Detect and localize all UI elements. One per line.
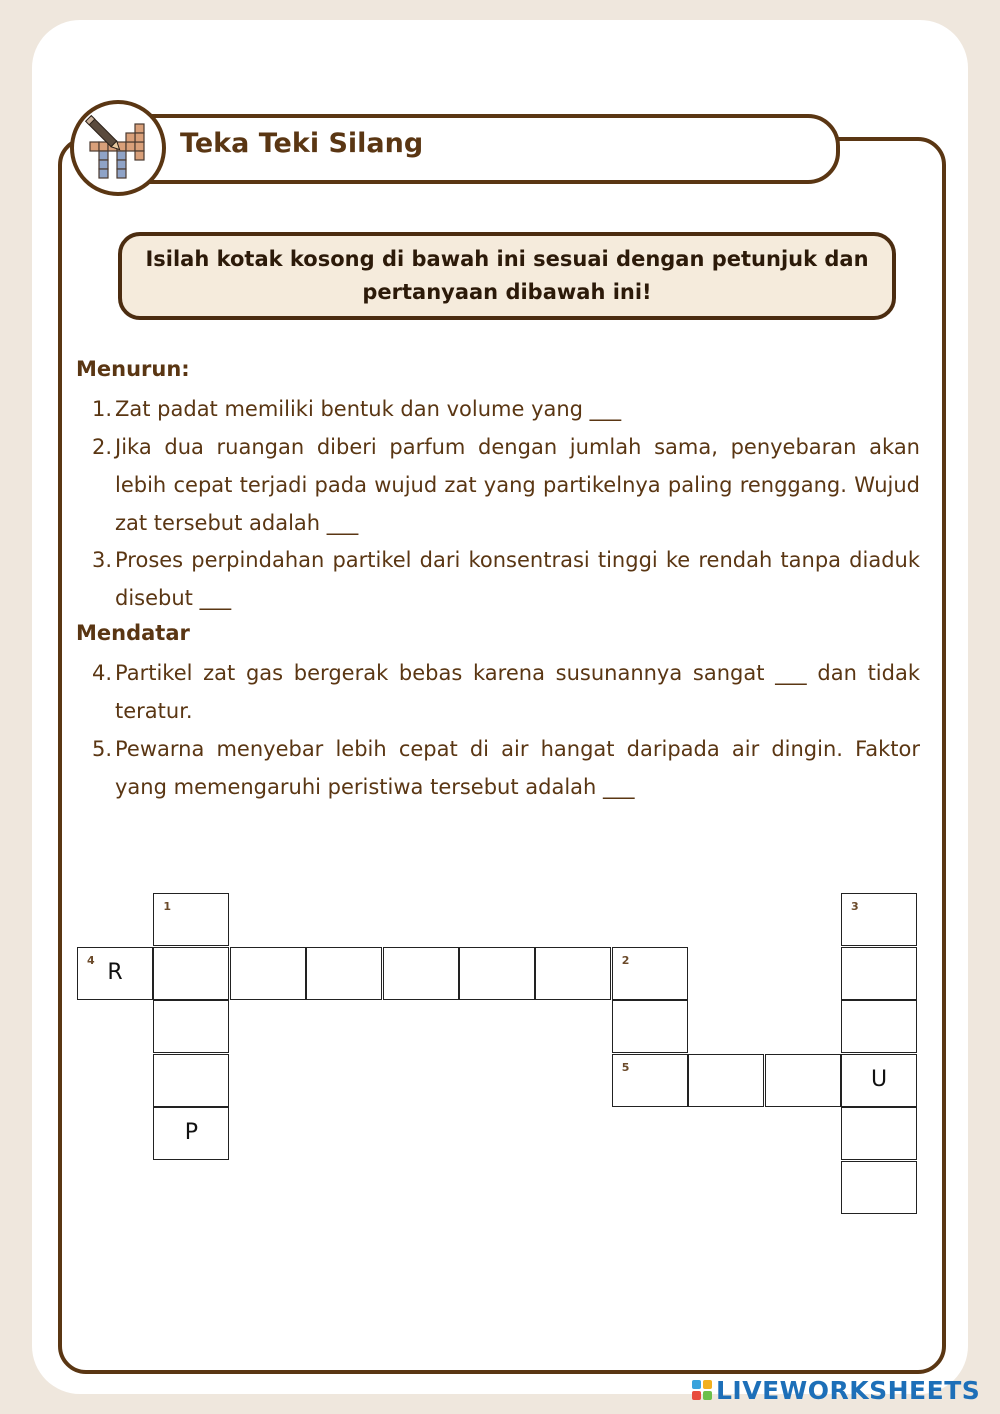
clue-down-1 bbox=[90, 390, 920, 428]
down-heading: Menurun: bbox=[76, 357, 190, 381]
clue-across-5 bbox=[90, 730, 920, 806]
crossword-icon bbox=[74, 104, 162, 192]
instruction-box bbox=[118, 232, 896, 320]
clue-number: 3. bbox=[91, 548, 112, 572]
page-title: Teka Teki Silang bbox=[180, 128, 424, 159]
crossword-cell[interactable] bbox=[153, 1054, 229, 1107]
crossword-cell[interactable] bbox=[153, 1000, 229, 1053]
crossword-cell[interactable] bbox=[841, 1161, 917, 1214]
crossword-cell[interactable] bbox=[153, 947, 229, 1000]
instruction-text: Isilah kotak kosong di bawah ini sesuai dengan petunjuk dan pertanyaan dibawah ini! bbox=[145, 247, 869, 304]
cell-letter: U bbox=[870, 1066, 888, 1092]
crossword-cell[interactable] bbox=[153, 1107, 229, 1160]
crossword-cell[interactable] bbox=[612, 1054, 688, 1107]
cell-letter: R bbox=[107, 959, 123, 985]
clue-across-4 bbox=[90, 654, 920, 730]
clue-down-2 bbox=[90, 428, 920, 542]
crossword-cell[interactable] bbox=[306, 947, 382, 1000]
crossword-cell[interactable] bbox=[383, 947, 459, 1000]
clue-number: 4. bbox=[91, 661, 112, 685]
crossword-cell[interactable] bbox=[612, 1000, 688, 1053]
crossword-cell[interactable] bbox=[841, 1054, 917, 1107]
clue-text: Pewarna menyebar lebih cepat di air hangat daripada air dingin. Faktor yang memengaruhi peristiwa tersebut adalah ___ bbox=[115, 737, 920, 799]
cell-letter: P bbox=[184, 1120, 199, 1146]
cell-number: 3 bbox=[851, 900, 859, 913]
clue-text: Jika dua ruangan diberi parfum dengan jumlah sama, penyebaran akan lebih cepat terjadi pada wujud zat yang partikelnya paling renggang. Wujud zat tersebut adalah ___ bbox=[115, 435, 920, 535]
crossword-logo bbox=[70, 100, 166, 196]
clue-down-3 bbox=[90, 541, 920, 617]
liveworksheets-logo-icon bbox=[692, 1380, 712, 1400]
clue-number: 2. bbox=[91, 435, 112, 459]
clue-number: 5. bbox=[91, 737, 112, 761]
cell-number: 1 bbox=[163, 900, 172, 913]
watermark-text: LIVEWORKSHEETS bbox=[716, 1375, 981, 1405]
liveworksheets-watermark bbox=[692, 1374, 980, 1406]
crossword-cell[interactable] bbox=[688, 1054, 764, 1107]
crossword-cell[interactable] bbox=[535, 947, 611, 1000]
across-heading: Mendatar bbox=[76, 621, 190, 645]
crossword-cell[interactable] bbox=[77, 947, 153, 1000]
clue-text: Proses perpindahan partikel dari konsentrasi tinggi ke rendah tanpa diaduk disebut ___ bbox=[115, 548, 920, 610]
clue-text: Zat padat memiliki bentuk dan volume yang ___ bbox=[115, 397, 622, 421]
crossword-cell[interactable] bbox=[612, 947, 688, 1000]
crossword-cell[interactable] bbox=[841, 1000, 917, 1053]
crossword-cell[interactable] bbox=[841, 893, 917, 946]
crossword-cell[interactable] bbox=[841, 1107, 917, 1160]
clue-text: Partikel zat gas bergerak bebas karena susunannya sangat ___ dan tidak teratur. bbox=[115, 661, 920, 723]
clue-number: 1. bbox=[91, 397, 112, 421]
crossword-cell[interactable] bbox=[230, 947, 306, 1000]
crossword-cell[interactable] bbox=[459, 947, 535, 1000]
cell-number: 2 bbox=[621, 953, 630, 967]
crossword-cell[interactable] bbox=[765, 1054, 841, 1107]
crossword-cell[interactable] bbox=[153, 893, 229, 946]
cell-number: 4 bbox=[87, 953, 95, 967]
crossword-cell[interactable] bbox=[841, 947, 917, 1000]
cell-number: 5 bbox=[621, 1060, 630, 1074]
